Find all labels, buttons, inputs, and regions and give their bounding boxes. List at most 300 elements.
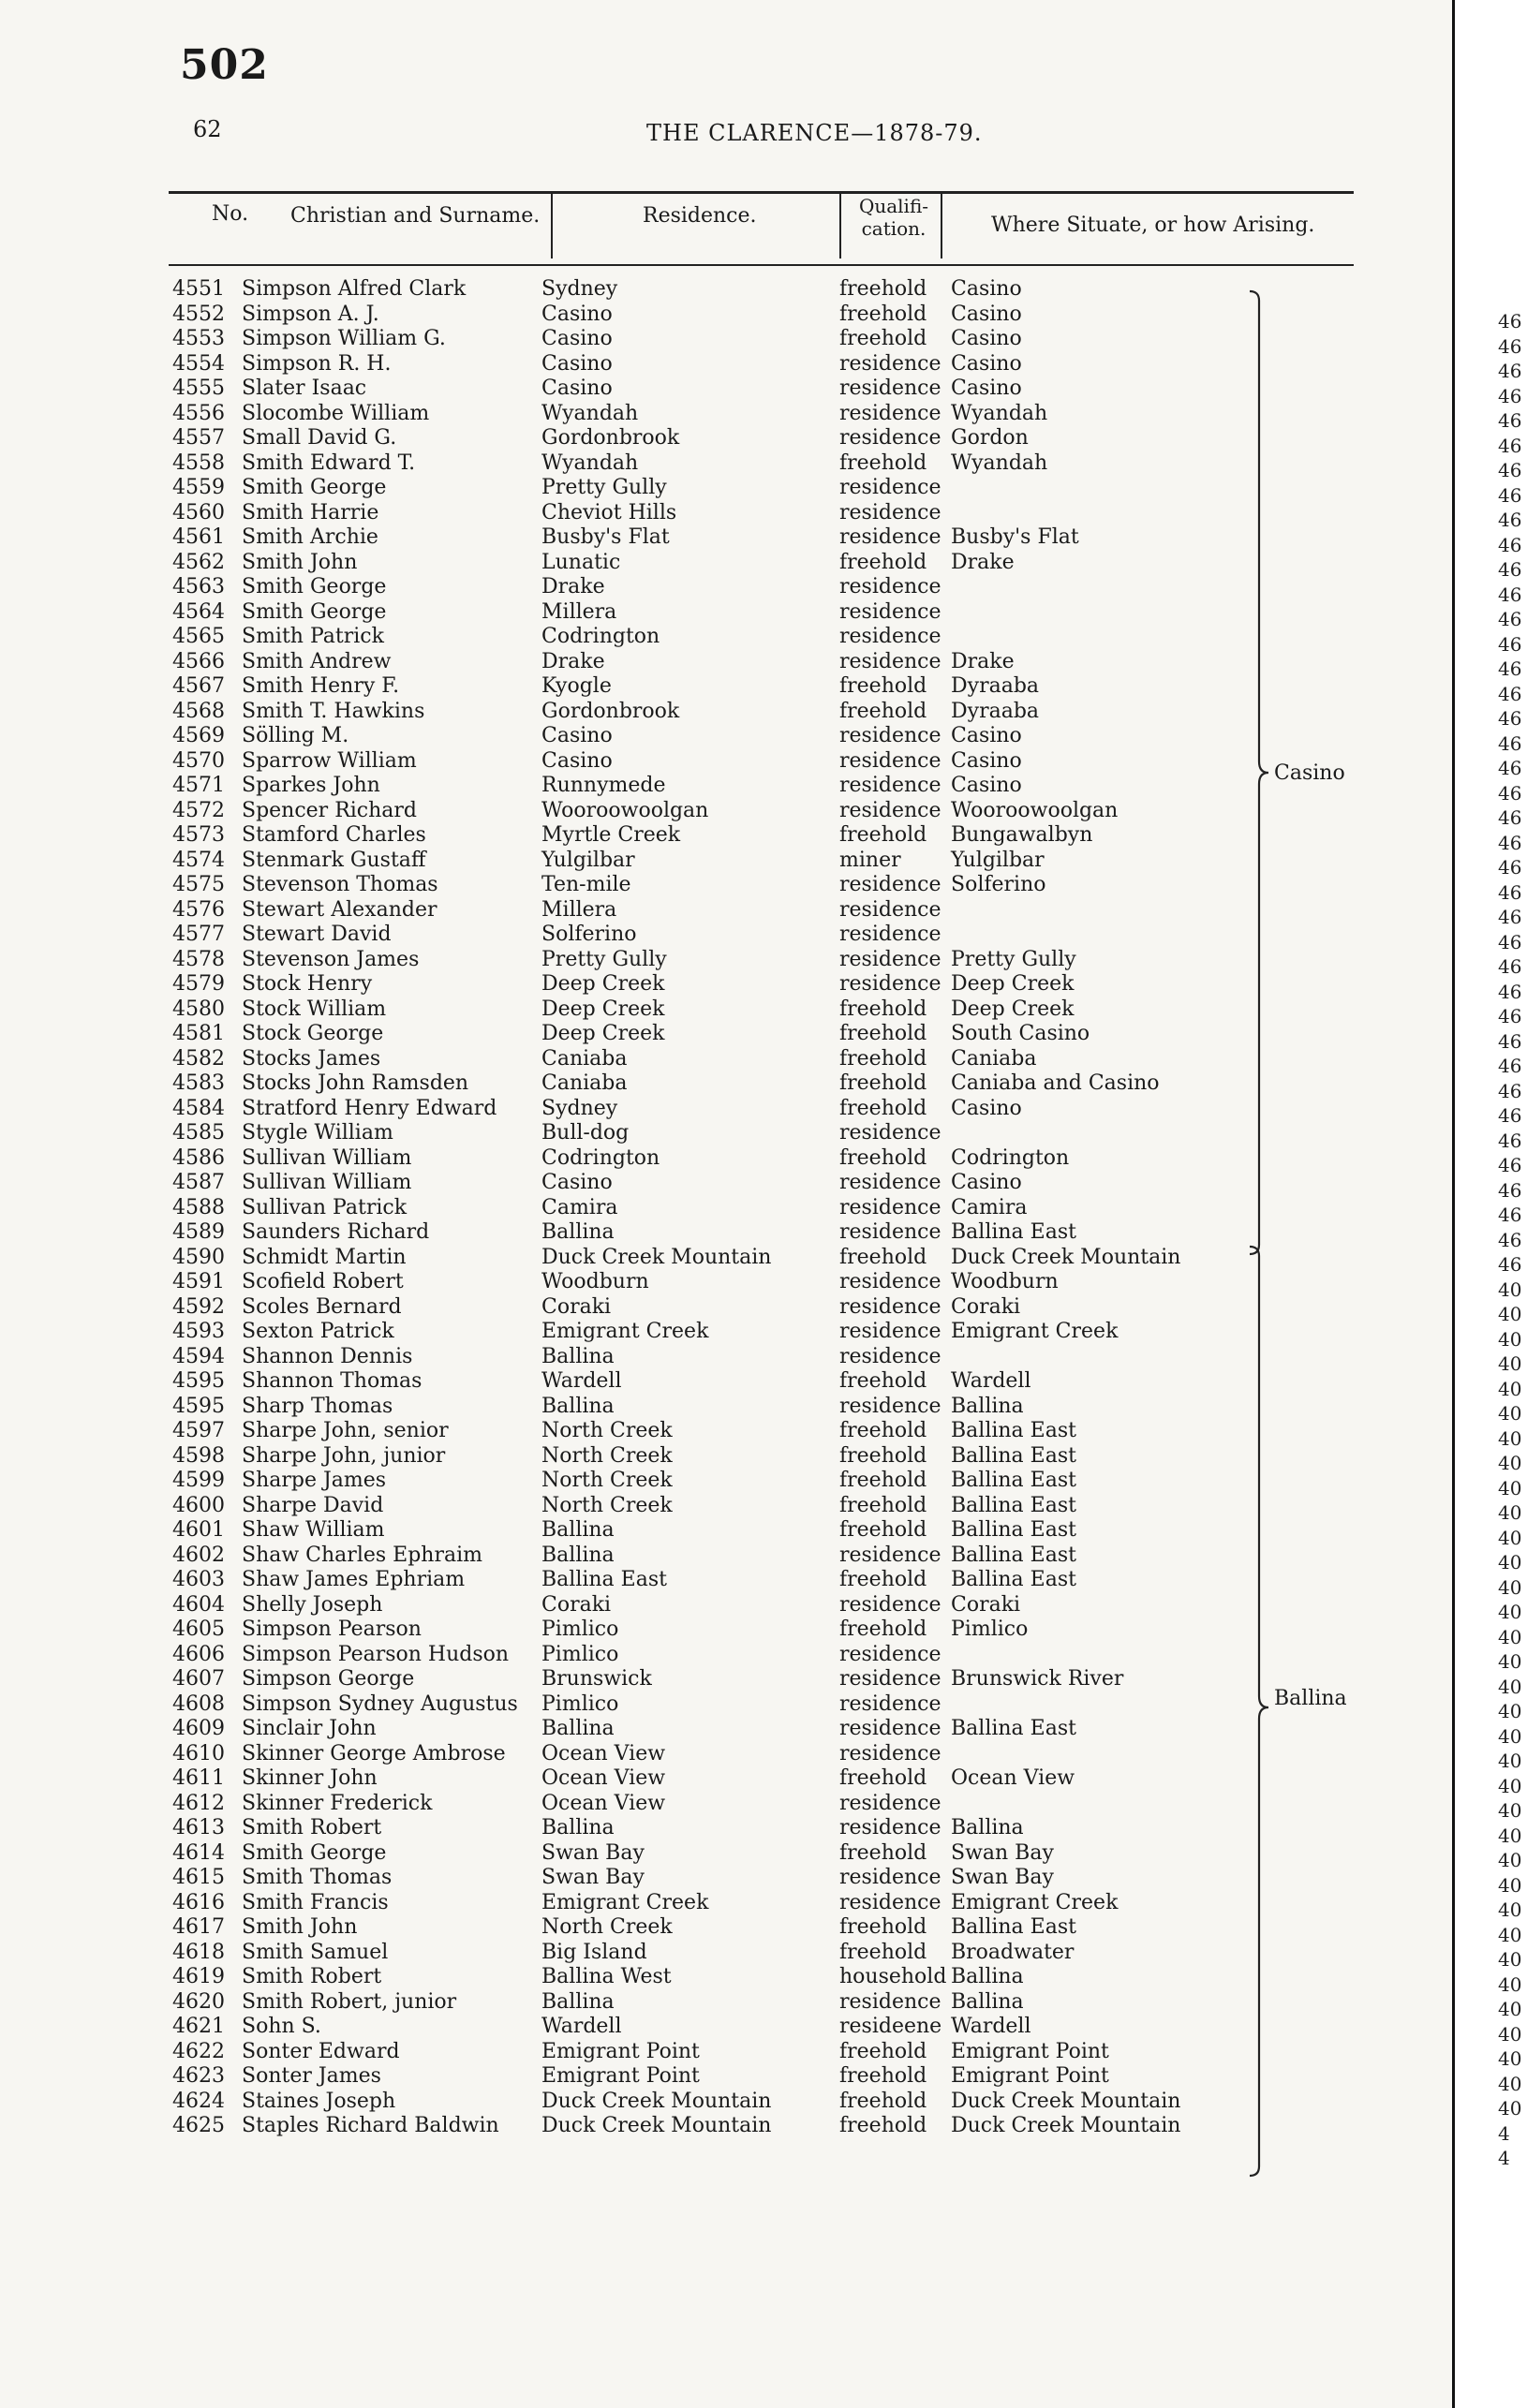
facing-page-number: 40	[1498, 1650, 1522, 1673]
entry-number: 4601	[172, 1518, 225, 1542]
facing-page-number: 40	[1498, 1799, 1522, 1822]
entry-number: 4558	[172, 451, 225, 475]
voter-name: Simpson R. H.	[242, 351, 392, 376]
facing-page-number: 40	[1498, 1601, 1522, 1623]
table-row	[0, 749, 1443, 775]
residence: Casino	[541, 377, 613, 400]
qualification: residence	[839, 1171, 941, 1194]
voter-name: Smith Harrie	[242, 500, 379, 524]
column-header-residence: Residence.	[643, 204, 757, 228]
entry-number: 4585	[172, 1121, 225, 1145]
table-row	[0, 923, 1443, 948]
entry-number: 4586	[172, 1145, 225, 1170]
where-situate: Drake	[951, 550, 1015, 574]
entry-number: 4572	[172, 798, 225, 822]
table-row	[0, 724, 1443, 749]
voter-name: Sonter Edward	[242, 2039, 400, 2063]
where-situate: Ocean View	[951, 1766, 1075, 1790]
qualification: freehold	[839, 1369, 927, 1393]
facing-page-number: 46	[1498, 880, 1522, 904]
facing-page-number: 40	[1498, 1426, 1522, 1450]
residence: Woodburn	[541, 1270, 649, 1293]
facing-page-number: 46	[1498, 483, 1522, 507]
column-header-name: Christian and Surname.	[290, 204, 541, 228]
qualification: freehold	[839, 997, 927, 1021]
table-row	[0, 303, 1443, 328]
qualification: freehold	[839, 1766, 927, 1790]
table-row	[0, 1518, 1443, 1544]
table-row	[0, 1717, 1443, 1742]
residence: Sydney	[541, 277, 618, 301]
voter-name: Smith Robert, junior	[242, 1989, 457, 2014]
table-row	[0, 1022, 1443, 1047]
facing-page-number: 40	[1498, 1824, 1522, 1847]
entry-number: 4570	[172, 748, 225, 773]
residence: Big Island	[541, 1940, 647, 1964]
header-divider	[551, 193, 553, 259]
voter-name: Stygle William	[242, 1121, 393, 1145]
residence: Ballina	[541, 1518, 615, 1542]
residence: Ballina	[541, 1816, 615, 1839]
facing-page-number: 40	[1498, 1551, 1522, 1573]
voter-name: Sullivan Patrick	[242, 1195, 408, 1219]
qualification: freehold	[839, 823, 927, 847]
voter-name: Smith John	[242, 1915, 358, 1939]
where-situate: Solferino	[951, 873, 1046, 896]
table-row	[0, 948, 1443, 973]
facing-page-numbers	[1498, 309, 1521, 2171]
voter-name: Sexton Patrick	[242, 1320, 394, 1343]
where-situate: Wardell	[951, 2015, 1031, 2038]
facing-page-number: 46	[1498, 682, 1522, 705]
residence: Busby's Flat	[541, 525, 670, 549]
entry-number: 4620	[172, 1989, 225, 2014]
entry-number: 4567	[172, 674, 225, 698]
voter-name: Sohn S.	[242, 2015, 321, 2038]
where-situate: Coraki	[951, 1294, 1021, 1319]
residence: Casino	[541, 302, 613, 326]
entry-number: 4599	[172, 1469, 225, 1492]
voter-name: Sölling M.	[242, 724, 349, 747]
table-row	[0, 1816, 1443, 1841]
voter-name: Sparrow William	[242, 748, 417, 773]
district-label-casino: Casino	[1274, 761, 1345, 785]
table-row	[0, 2040, 1443, 2065]
where-situate: Ballina East	[951, 1493, 1076, 1517]
facing-page-number: 46	[1498, 757, 1522, 779]
residence: Coraki	[541, 1294, 612, 1319]
residence: Emigrant Creek	[541, 1890, 709, 1914]
voter-name: Smith George	[242, 599, 387, 624]
voter-name: Shelly Joseph	[242, 1592, 383, 1617]
entry-number: 4581	[172, 1022, 225, 1045]
entry-number: 4598	[172, 1443, 225, 1468]
residence: Pimlico	[541, 1642, 619, 1666]
where-situate: Emigrant Point	[951, 2064, 1109, 2088]
where-situate: Wyandah	[951, 451, 1048, 475]
qualification: freehold	[839, 451, 927, 475]
qualification: freehold	[839, 1096, 927, 1120]
table-row	[0, 352, 1443, 377]
voter-name: Staines Joseph	[242, 2089, 396, 2113]
entry-number: 4575	[172, 873, 225, 896]
facing-page-number: 46	[1498, 1178, 1522, 1202]
facing-page-number: 46	[1498, 459, 1522, 481]
qualification: freehold	[839, 302, 927, 326]
entry-number: 4611	[172, 1766, 225, 1790]
residence: North Creek	[541, 1915, 673, 1939]
facing-page-number: 40	[1498, 1278, 1522, 1301]
qualification: freehold	[839, 2064, 927, 2088]
table-row	[0, 674, 1443, 700]
facing-page-number: 40	[1498, 1923, 1522, 1946]
qualification: freehold	[839, 1469, 927, 1492]
where-situate: Casino	[951, 1171, 1022, 1194]
table-row	[0, 426, 1443, 451]
facing-page-number: 46	[1498, 509, 1522, 531]
voter-name: Simpson Alfred Clark	[242, 277, 467, 301]
qualification: miner	[839, 848, 901, 872]
where-situate: Ballina East	[951, 1543, 1076, 1567]
facing-page-number: 40	[1498, 1303, 1522, 1325]
where-situate: Ballina	[951, 1394, 1024, 1418]
qualification: freehold	[839, 1940, 927, 1964]
entry-number: 4560	[172, 500, 225, 524]
entry-number: 4569	[172, 724, 225, 747]
residence: Emigrant Point	[541, 2064, 700, 2088]
where-situate: Casino	[951, 748, 1022, 773]
facing-page-number: 46	[1498, 955, 1522, 978]
where-situate: Yulgilbar	[951, 848, 1045, 872]
table-row	[0, 1618, 1443, 1643]
residence: North Creek	[541, 1469, 673, 1492]
voter-name: Staples Richard Baldwin	[242, 2114, 499, 2137]
voter-list	[0, 277, 1443, 2139]
where-situate: Coraki	[951, 1592, 1021, 1617]
voter-name: Spencer Richard	[242, 798, 417, 822]
residence: Ocean View	[541, 1741, 666, 1765]
entry-number: 4553	[172, 327, 225, 350]
voter-name: Smith Archie	[242, 525, 378, 549]
qualification: freehold	[839, 2039, 927, 2063]
qualification: residence	[839, 873, 941, 896]
residence: Casino	[541, 1171, 613, 1194]
entry-number: 4624	[172, 2089, 225, 2113]
facing-page-number: 46	[1498, 1055, 1522, 1077]
where-situate: Ballina East	[951, 1518, 1076, 1542]
voter-name: Smith Patrick	[242, 625, 384, 648]
table-row	[0, 650, 1443, 675]
qualification: freehold	[839, 1245, 927, 1269]
voter-name: Smith Francis	[242, 1890, 389, 1914]
voter-name: Simpson Pearson Hudson	[242, 1642, 510, 1666]
residence: Ballina	[541, 1717, 615, 1740]
qualification: residence	[839, 1989, 941, 2014]
facing-page-number: 40	[1498, 1774, 1522, 1797]
header-divider	[941, 193, 942, 259]
facing-page-number: 40	[1498, 2022, 1522, 2046]
voter-name: Shaw James Ephriam	[242, 1568, 466, 1591]
facing-page-number: 40	[1498, 1327, 1522, 1351]
entry-number: 4583	[172, 1071, 225, 1095]
qualification: residence	[839, 1394, 941, 1418]
voter-name: Smith Edward T.	[242, 451, 416, 475]
voter-name: Stock Henry	[242, 972, 373, 996]
residence: Ballina West	[541, 1965, 672, 1988]
entry-number: 4552	[172, 302, 225, 326]
where-situate: Swan Bay	[951, 1866, 1054, 1889]
qualification: freehold	[839, 1145, 927, 1170]
facing-page-number: 46	[1498, 731, 1522, 755]
qualification: freehold	[839, 1022, 927, 1045]
facing-page-number: 46	[1498, 1154, 1522, 1176]
entry-number: 4571	[172, 774, 225, 797]
where-situate: Brunswick River	[951, 1667, 1124, 1691]
where-situate: Emigrant Creek	[951, 1890, 1119, 1914]
entry-number: 4589	[172, 1220, 225, 1244]
where-situate: Gordon	[951, 426, 1029, 450]
qualification: freehold	[839, 1840, 927, 1865]
facing-page-number: 40	[1498, 1998, 1522, 2020]
where-situate: Drake	[951, 649, 1015, 673]
voter-name: Smith Henry F.	[242, 674, 400, 698]
entry-number: 4615	[172, 1866, 225, 1889]
residence: Kyogle	[541, 674, 612, 698]
facing-page-number: 46	[1498, 583, 1522, 606]
where-situate: Caniaba and Casino	[951, 1071, 1160, 1095]
entry-number: 4600	[172, 1493, 225, 1517]
residence: Deep Creek	[541, 1022, 665, 1045]
entry-number: 4565	[172, 625, 225, 648]
facing-page-number: 46	[1498, 980, 1522, 1003]
entry-number: 4591	[172, 1270, 225, 1293]
entry-number: 4602	[172, 1543, 225, 1567]
table-row	[0, 600, 1443, 626]
qualification: freehold	[839, 1618, 927, 1641]
where-situate: Ballina East	[951, 1220, 1076, 1244]
where-situate: Swan Bay	[951, 1840, 1054, 1865]
facing-page-number: 40	[1498, 1625, 1522, 1648]
voter-name: Sonter James	[242, 2064, 381, 2088]
voter-name: Sharpe John, senior	[242, 1419, 449, 1442]
qualification: residence	[839, 1121, 941, 1145]
residence: Wooroowoolgan	[541, 798, 709, 822]
entry-number: 4604	[172, 1592, 225, 1617]
facing-page-number: 40	[1498, 1948, 1522, 1971]
qualification: freehold	[839, 1419, 927, 1442]
entry-number: 4578	[172, 947, 225, 971]
qualification: residence	[839, 1717, 941, 1740]
voter-name: Shaw Charles Ephraim	[242, 1543, 482, 1567]
entry-number: 4621	[172, 2015, 225, 2038]
entry-number: 4555	[172, 377, 225, 400]
qualification: residence	[839, 1816, 941, 1839]
facing-page-number: 40	[1498, 2047, 1522, 2070]
where-situate: Emigrant Creek	[951, 1320, 1119, 1343]
column-header-no: No.	[212, 202, 249, 226]
district-label-ballina: Ballina	[1274, 1687, 1347, 1710]
voter-name: Shaw William	[242, 1518, 385, 1542]
table-row	[0, 277, 1443, 303]
where-situate: Ballina East	[951, 1717, 1076, 1740]
voter-name: Skinner John	[242, 1766, 378, 1790]
entry-number: 4557	[172, 426, 225, 450]
entry-number: 4590	[172, 1245, 225, 1269]
voter-name: Sharpe David	[242, 1493, 384, 1517]
facing-page-number: 40	[1498, 1452, 1522, 1474]
facing-page-number: 40	[1498, 1849, 1522, 1871]
table-row	[0, 1196, 1443, 1221]
residence: Coraki	[541, 1592, 612, 1617]
voter-name: Sullivan William	[242, 1171, 412, 1194]
header-divider	[839, 193, 841, 259]
entry-number: 4564	[172, 599, 225, 624]
where-situate: Wyandah	[951, 401, 1048, 425]
table-row	[0, 1469, 1443, 1494]
residence: Drake	[541, 575, 605, 598]
table-row	[0, 1121, 1443, 1146]
qualification: residence	[839, 748, 941, 773]
voter-name: Simpson George	[242, 1667, 415, 1691]
table-row	[0, 1494, 1443, 1519]
folio-number: 62	[193, 116, 222, 142]
voter-name: Sparkes John	[242, 774, 380, 797]
residence: Swan Bay	[541, 1866, 645, 1889]
voter-name: Smith Andrew	[242, 649, 392, 673]
table-row	[0, 551, 1443, 576]
header-top-rule	[169, 191, 1354, 194]
qualification: residence	[839, 1344, 941, 1368]
qualification: freehold	[839, 327, 927, 350]
facing-page-number: 46	[1498, 334, 1522, 358]
table-row	[0, 1742, 1443, 1767]
table-row	[0, 1544, 1443, 1569]
facing-page-number: 46	[1498, 360, 1522, 382]
facing-page-number: 40	[1498, 1700, 1522, 1722]
facing-page-number: 46	[1498, 806, 1522, 829]
entry-number: 4594	[172, 1344, 225, 1368]
table-row	[0, 1866, 1443, 1891]
facing-page-number: 46	[1498, 1204, 1522, 1226]
table-row	[0, 774, 1443, 799]
facing-page-number: 46	[1498, 1228, 1522, 1251]
table-row	[0, 377, 1443, 402]
voter-name: Scoles Bernard	[242, 1294, 402, 1319]
table-row	[0, 1841, 1443, 1867]
table-row	[0, 327, 1443, 352]
facing-page-number: 46	[1498, 657, 1522, 680]
facing-page-number: 40	[1498, 1873, 1522, 1897]
qualification: residence	[839, 1270, 941, 1293]
where-situate: Emigrant Point	[951, 2039, 1109, 2063]
entry-number: 4618	[172, 1940, 225, 1964]
district-bracket	[1246, 1244, 1274, 2180]
where-situate: South Casino	[951, 1022, 1090, 1045]
entry-number: 4592	[172, 1294, 225, 1319]
qualification: residence	[839, 351, 941, 376]
entry-number: 4617	[172, 1915, 225, 1939]
residence: Deep Creek	[541, 997, 665, 1021]
voter-name: Stratford Henry Edward	[242, 1096, 497, 1120]
voter-name: Stamford Charles	[242, 823, 426, 847]
qualification: residence	[839, 1866, 941, 1889]
table-row	[0, 1369, 1443, 1395]
table-row	[0, 1270, 1443, 1295]
voter-name: Smith Thomas	[242, 1866, 393, 1889]
qualification: residence	[839, 1667, 941, 1691]
qualification: freehold	[839, 1493, 927, 1517]
table-row	[0, 898, 1443, 923]
entry-number: 4579	[172, 972, 225, 996]
table-row	[0, 1171, 1443, 1196]
residence: Casino	[541, 724, 613, 747]
where-situate: Broadwater	[951, 1940, 1075, 1964]
qualification: residence	[839, 649, 941, 673]
qualification: residence	[839, 923, 941, 946]
voter-name: Schmidt Martin	[242, 1245, 407, 1269]
entry-number: 4603	[172, 1568, 225, 1591]
entry-number: 4563	[172, 575, 225, 598]
voter-name: Stewart Alexander	[242, 897, 437, 922]
residence: Myrtle Creek	[541, 823, 681, 847]
facing-page-number: 46	[1498, 1005, 1522, 1027]
residence: Cheviot Hills	[541, 500, 677, 524]
residence: Casino	[541, 327, 613, 350]
residence: Brunswick	[541, 1667, 652, 1691]
residence: Casino	[541, 748, 613, 773]
residence: Camira	[541, 1195, 618, 1219]
residence: Ballina East	[541, 1568, 667, 1591]
table-row	[0, 1071, 1443, 1097]
residence: Solferino	[541, 923, 637, 946]
voter-name: Smith George	[242, 575, 387, 598]
qualification: freehold	[839, 1518, 927, 1542]
facing-page-number: 40	[1498, 1972, 1522, 1996]
qualification: residence	[839, 972, 941, 996]
table-row	[0, 402, 1443, 427]
facing-page-number: 46	[1498, 434, 1522, 457]
qualification: residence	[839, 1890, 941, 1914]
page-number: 502	[180, 41, 269, 89]
table-row	[0, 2114, 1443, 2139]
table-row	[0, 873, 1443, 898]
qualification: freehold	[839, 2089, 927, 2113]
facing-page-number: 46	[1498, 1104, 1522, 1127]
where-situate: Duck Creek Mountain	[951, 2089, 1181, 2113]
facing-page-number: 46	[1498, 906, 1522, 928]
residence: Codrington	[541, 1145, 660, 1170]
facing-page-number: 40	[1498, 1724, 1522, 1748]
column-header-where: Where Situate, or how Arising.	[991, 214, 1315, 237]
where-situate: Casino	[951, 1096, 1022, 1120]
voter-name: Smith John	[242, 550, 358, 574]
qualification: freehold	[839, 1568, 927, 1591]
qualification: freehold	[839, 674, 927, 698]
qualification: residence	[839, 1220, 941, 1244]
entry-number: 4614	[172, 1840, 225, 1865]
where-situate: Casino	[951, 327, 1022, 350]
residence: Gordonbrook	[541, 426, 680, 450]
facing-page-number: 4	[1498, 2121, 1510, 2145]
residence: Ballina	[541, 1543, 615, 1567]
qualification: residence	[839, 1195, 941, 1219]
voter-name: Stocks James	[242, 1046, 381, 1071]
qualification: residence	[839, 476, 941, 499]
entry-number: 4595	[172, 1369, 225, 1393]
qualification: freehold	[839, 277, 927, 301]
residence: Ballina	[541, 1344, 615, 1368]
where-situate: Casino	[951, 351, 1022, 376]
